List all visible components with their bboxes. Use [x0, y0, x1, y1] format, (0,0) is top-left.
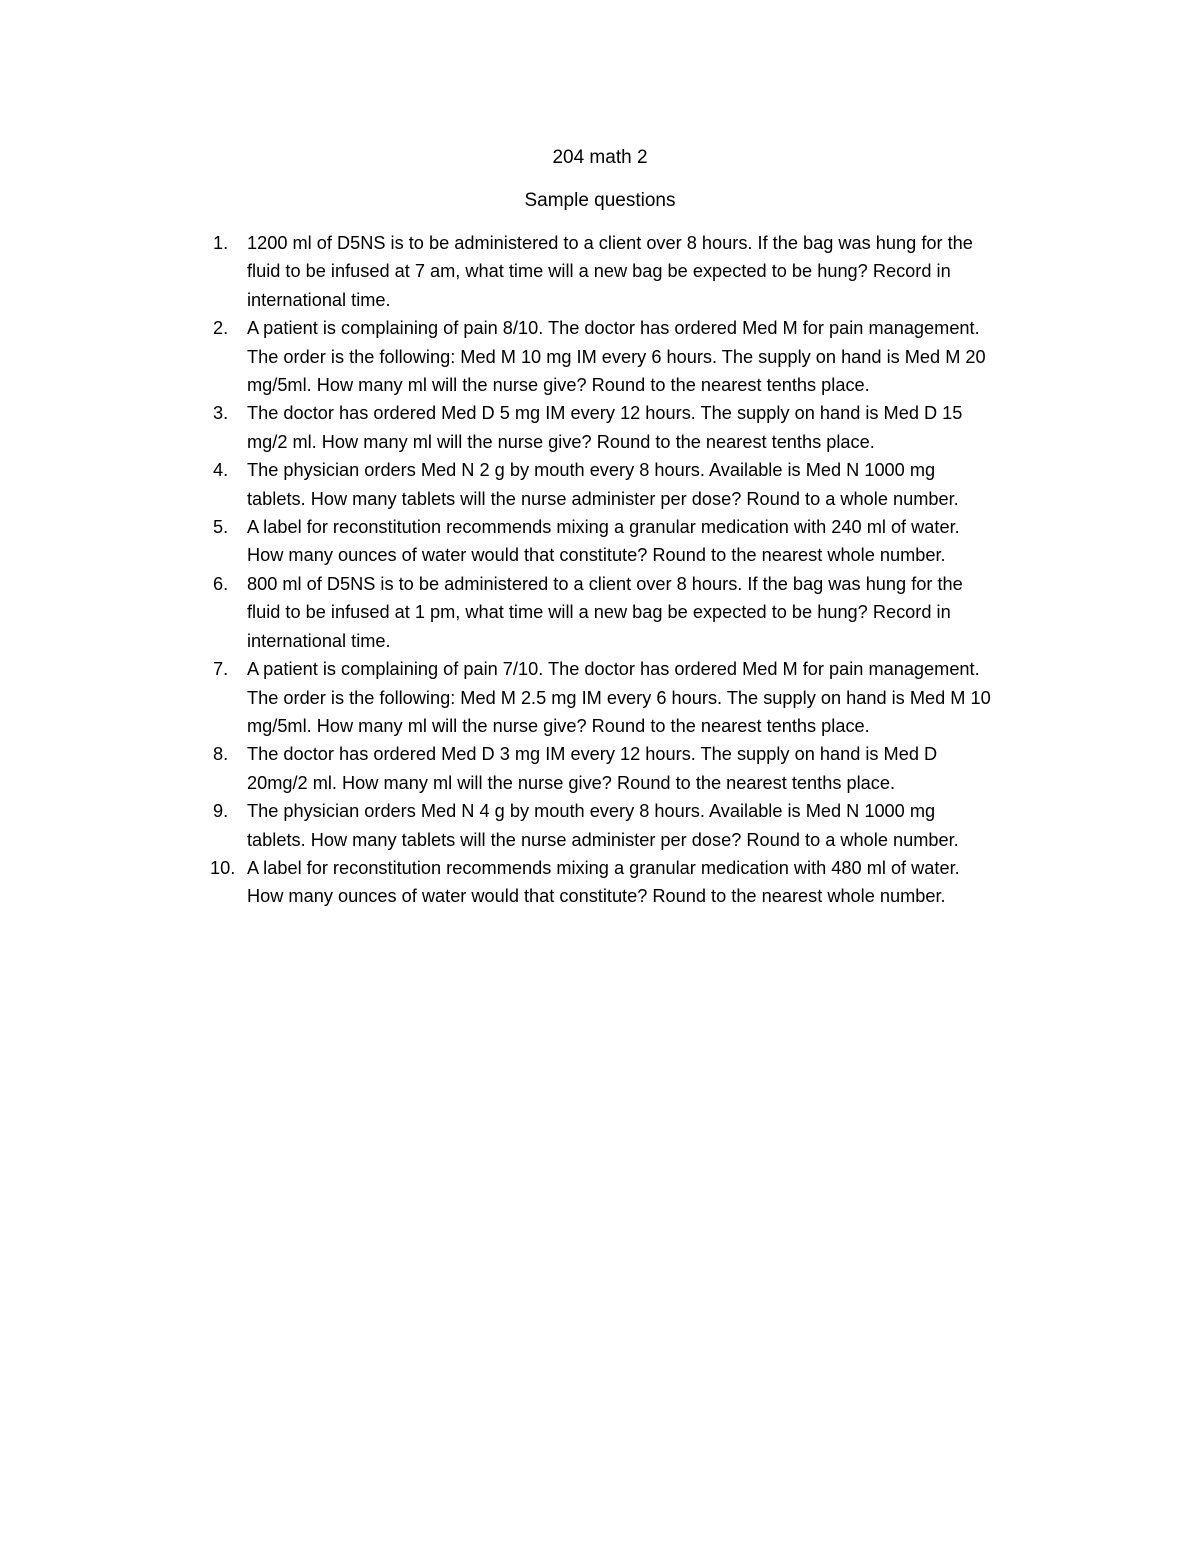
- document-title: 204 math 2: [552, 147, 648, 168]
- question-number: 10.: [210, 857, 236, 878]
- question-line: The physician orders Med N 2 g by mouth every 8 hours. Available is Med N 1000 mg: [247, 460, 936, 481]
- question-number: 1.: [213, 233, 229, 253]
- question-line: How many ounces of water would that constitute? Round to the nearest whole number.: [247, 886, 946, 907]
- question-number: 4.: [213, 460, 229, 481]
- question-line: mg/2 ml. How many ml will the nurse give? Round to the nearest tenths place.: [247, 431, 875, 452]
- question-number: 3.: [213, 403, 229, 424]
- question-item: [210, 854, 1080, 911]
- question-line: A label for reconstitution recommends mixing a granular medication with 240 ml of water.: [247, 517, 960, 538]
- question-line: 20mg/2 ml. How many ml will the nurse give? Round to the nearest tenths place.: [247, 772, 896, 793]
- question-line: A patient is complaining of pain 7/10. The doctor has ordered Med M for pain management.: [247, 659, 980, 680]
- question-line: The physician orders Med N 4 g by mouth every 8 hours. Available is Med N 1000 mg: [247, 801, 936, 822]
- question-line: tablets. How many tablets will the nurse administer per dose? Round to a whole number.: [247, 488, 959, 509]
- question-item: [210, 456, 1080, 513]
- question-item: [210, 655, 1080, 740]
- question-line: international time.: [247, 630, 391, 651]
- question-line: A label for reconstitution recommends mixing a granular medication with 480 ml of water.: [247, 857, 960, 878]
- question-number: 5.: [213, 517, 229, 538]
- question-line: mg/5ml. How many ml will the nurse give? Round to the nearest tenths place.: [247, 375, 870, 396]
- question-item: [210, 570, 1080, 655]
- question-line: fluid to be infused at 1 pm, what time will a new bag be expected to be hung? Record in: [247, 602, 951, 623]
- question-line: The order is the following: Med M 2.5 mg IM every 6 hours. The supply on hand is Med M 10: [247, 687, 991, 708]
- question-line: fluid to be infused at 7 am, what time will a new bag be expected to be hung? Record in: [247, 261, 951, 282]
- question-line: The doctor has ordered Med D 3 mg IM every 12 hours. The supply on hand is Med D: [247, 744, 938, 765]
- question-line: A patient is complaining of pain 8/10. The doctor has ordered Med M for pain management.: [247, 318, 980, 339]
- question-line: The order is the following: Med M 10 mg IM every 6 hours. The supply on hand is Med M 20: [247, 346, 986, 367]
- question-number: 9.: [213, 801, 229, 822]
- question-number: 2.: [213, 318, 229, 339]
- question-line: 800 ml of D5NS is to be administered to a client over 8 hours. If the bag was hung for the: [247, 573, 963, 594]
- question-item: [210, 314, 1080, 399]
- question-item: [210, 513, 1080, 570]
- question-item: [210, 740, 1080, 797]
- question-item: [210, 399, 1080, 456]
- question-line: How many ounces of water would that constitute? Round to the nearest whole number.: [247, 545, 946, 566]
- question-number: 8.: [213, 744, 229, 765]
- question-item: [210, 229, 1080, 314]
- question-number: 6.: [213, 573, 229, 594]
- question-line: mg/5ml. How many ml will the nurse give? Round to the nearest tenths place.: [247, 715, 870, 736]
- question-line: The doctor has ordered Med D 5 mg IM every 12 hours. The supply on hand is Med D 15: [247, 403, 963, 424]
- question-item: [210, 797, 1080, 854]
- question-list: [210, 229, 1080, 911]
- question-line: tablets. How many tablets will the nurse administer per dose? Round to a whole number.: [247, 829, 959, 850]
- document-subtitle: Sample questions: [524, 190, 676, 211]
- question-line: international time.: [247, 289, 391, 310]
- question-line: 1200 ml of D5NS is to be administered to a client over 8 hours. If the bag was hung for the: [247, 233, 973, 253]
- question-number: 7.: [213, 659, 229, 680]
